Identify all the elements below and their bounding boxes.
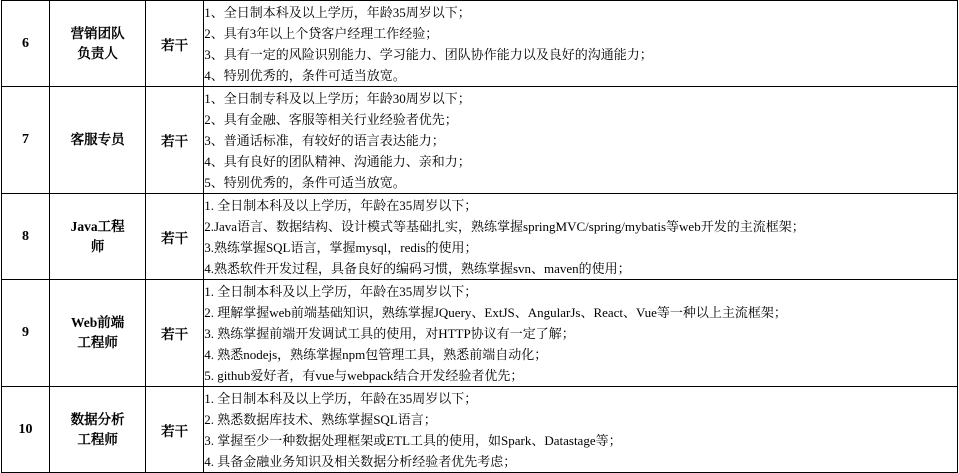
requirements-cell <box>204 194 958 280</box>
requirement-line: 3.熟练掌握SQL语言，掌握mysql，redis的使用； <box>204 239 478 255</box>
headcount: 若干 <box>146 387 204 473</box>
position-name-line: 工程师 <box>77 335 118 350</box>
requirements-cell <box>204 1 958 87</box>
row-number: 6 <box>2 1 50 87</box>
table-row <box>2 280 958 387</box>
position-name-line: Web前端 <box>70 315 125 330</box>
table-row <box>2 387 958 473</box>
requirement-line: 1. 全日制本科及以上学历，年龄在35周岁以下； <box>204 283 478 299</box>
job-requirements-table <box>1 0 958 473</box>
position-name <box>50 387 146 473</box>
position-name-line: 数据分析 <box>70 411 125 427</box>
requirement-line: 2. 理解掌握web前端基础知识，熟练掌握JQuery、ExtJS、AngularJs、React、Vue等一种以上主流框架； <box>204 304 787 320</box>
requirement-line: 4. 具备金融业务知识及相关数据分析经验者优先考虑； <box>204 453 517 469</box>
requirement-line: 4、具有良好的团队精神、沟通能力、亲和力； <box>204 153 471 169</box>
requirement-line: 1、全日制本科及以上学历，年龄35周岁以下； <box>204 4 471 20</box>
position-name-line: 营销团队 <box>70 25 125 41</box>
position-name-line: 客服专员 <box>70 132 125 147</box>
requirement-line: 4. 熟悉nodejs，熟练掌握npm包管理工具，熟悉前端自动化； <box>204 346 548 362</box>
position-name <box>50 1 146 87</box>
headcount: 若干 <box>146 1 204 87</box>
requirement-line: 4.熟悉软件开发过程，具备良好的编码习惯，熟练掌握svn、maven的使用； <box>204 260 631 276</box>
table-row <box>2 87 958 194</box>
headcount: 若干 <box>146 280 204 387</box>
requirement-line: 4、特别优秀的，条件可适当放宽。 <box>204 67 406 83</box>
position-name-line: 负责人 <box>77 45 118 61</box>
row-number: 9 <box>2 280 50 387</box>
row-number: 7 <box>2 87 50 194</box>
requirement-line: 2、具有金融、客服等相关行业经验者优先； <box>204 111 458 127</box>
requirement-line: 5. github爱好者，有vue与webpack结合开发经验者优先； <box>204 367 524 383</box>
requirement-line: 1. 全日制本科及以上学历，年龄在35周岁以下； <box>204 390 478 406</box>
headcount: 若干 <box>146 87 204 194</box>
requirement-line: 2、具有3年以上个贷客户经理工作经验； <box>204 25 439 41</box>
requirement-line: 3、具有一定的风险识别能力、学习能力、团队协作能力以及良好的沟通能力； <box>204 46 653 62</box>
table-row <box>2 194 958 280</box>
requirement-line: 3. 熟练掌握前端开发调试工具的使用，对HTTP协议有一定了解； <box>204 325 575 341</box>
position-name-line: 工程师 <box>77 431 118 447</box>
position-name-line: 师 <box>90 238 105 254</box>
requirement-line: 2. 熟悉数据库技术、熟练掌握SQL语言； <box>204 411 437 427</box>
table-body <box>2 1 958 473</box>
position-name-line: Java工程 <box>70 218 125 234</box>
requirement-line: 3、普通话标准，有较好的语言表达能力； <box>204 132 445 148</box>
table-row <box>2 1 958 87</box>
requirement-line: 5、特别优秀的，条件可适当放宽。 <box>204 174 406 190</box>
requirements-cell <box>204 387 958 473</box>
requirements-cell <box>204 280 958 387</box>
headcount: 若干 <box>146 194 204 280</box>
position-name <box>50 87 146 194</box>
row-number: 8 <box>2 194 50 280</box>
position-name <box>50 280 146 387</box>
requirement-line: 1. 全日制本科及以上学历，年龄在35周岁以下； <box>204 197 478 213</box>
requirement-line: 2.Java语言、数据结构、设计模式等基础扎实，熟练掌握springMVC/spring/mybatis等web开发的主流框架； <box>204 218 805 234</box>
requirements-cell <box>204 87 958 194</box>
requirement-line: 3. 掌握至少一种数据处理框架或ETL工具的使用，如Spark、Datastage等； <box>204 432 622 448</box>
row-number: 10 <box>2 387 50 473</box>
position-name <box>50 194 146 280</box>
requirement-line: 1、全日制专科及以上学历；年龄30周岁以下； <box>204 90 471 106</box>
